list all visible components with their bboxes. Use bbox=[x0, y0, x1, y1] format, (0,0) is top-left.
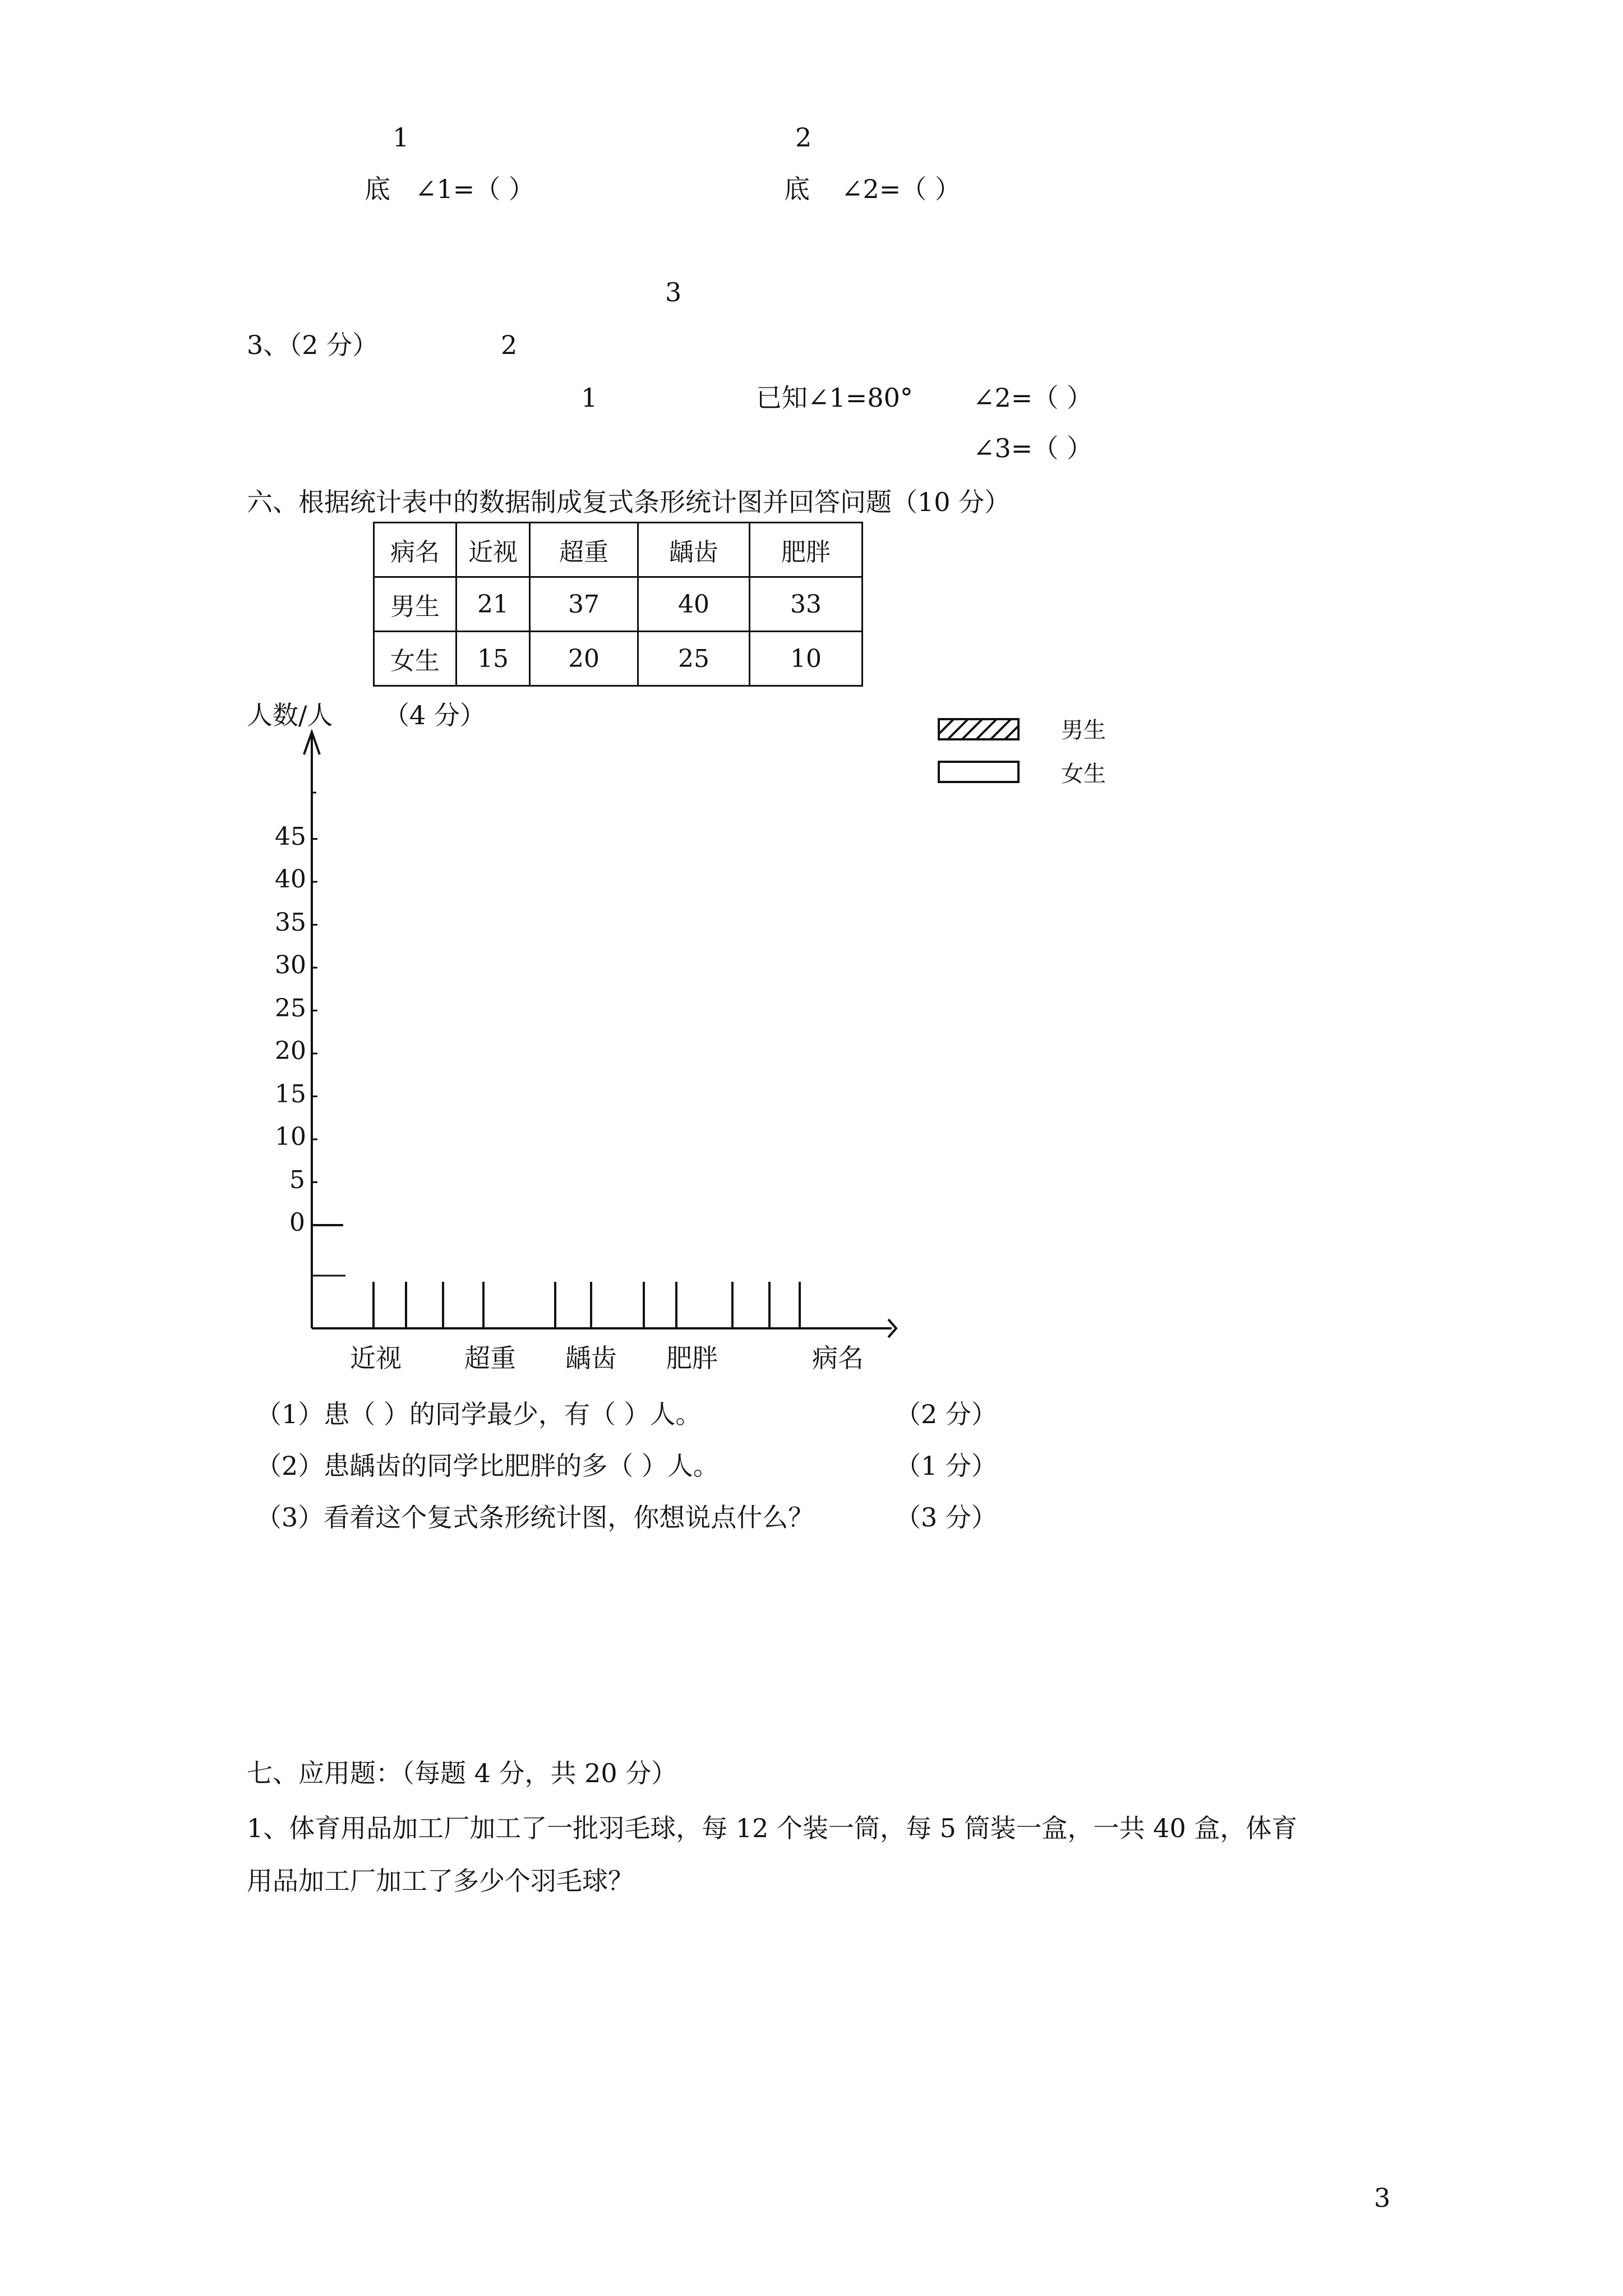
y-axis-tick-label: 20 bbox=[275, 1037, 306, 1065]
q3-figure-label-2: 2 bbox=[501, 330, 518, 360]
table-header-cell: 超重 bbox=[530, 523, 638, 577]
question-6-2: （2）患龋齿的同学比肥胖的多（ ）人。 bbox=[256, 1451, 719, 1481]
table-cell: 男生 bbox=[374, 577, 457, 632]
y-axis-tick-label: 15 bbox=[275, 1079, 306, 1108]
table-cell: 15 bbox=[457, 632, 530, 686]
legend-boys-label: 男生 bbox=[1061, 717, 1106, 743]
question-7-1-line1: 1、体育用品加工厂加工了一批羽毛球，每 12 个装一筒，每 5 筒装一盒，一共 40 盒，体育 bbox=[247, 1813, 1298, 1843]
y-axis-tick-label: 35 bbox=[275, 908, 306, 937]
chart-y-axis-caption: 人数/人 bbox=[247, 700, 333, 730]
y-axis-tick-label: 45 bbox=[275, 822, 306, 851]
table-header-cell: 近视 bbox=[457, 523, 530, 577]
figure-label-3: 3 bbox=[665, 277, 682, 307]
x-axis-category-label: 龋齿 bbox=[565, 1343, 617, 1373]
base-label-2: 底 bbox=[784, 174, 810, 204]
y-axis-tick-label: 10 bbox=[275, 1122, 306, 1151]
x-axis-title: 病名 bbox=[812, 1343, 864, 1373]
question-6-3: （3）看着这个复式条形统计图，你想说点什么？ bbox=[256, 1502, 814, 1533]
table-cell: 25 bbox=[638, 632, 750, 686]
legend-girls-label: 女生 bbox=[1061, 761, 1106, 787]
angle2-q3-answer-blank[interactable]: ∠2=（ ） bbox=[973, 383, 1092, 413]
angle1-answer-blank[interactable]: ∠1=（ ） bbox=[415, 174, 534, 204]
x-axis-category-label: 近视 bbox=[350, 1343, 402, 1373]
table-header-cell: 病名 bbox=[374, 523, 457, 577]
question-7-1-line2: 用品加工厂加工了多少个羽毛球？ bbox=[247, 1866, 634, 1896]
base-label-1: 底 bbox=[365, 174, 390, 204]
question-3-title: 3、（2 分） bbox=[247, 330, 379, 360]
question-6-2-points: （1 分） bbox=[895, 1451, 997, 1481]
chart-points: （4 分） bbox=[384, 700, 486, 730]
section-6-heading: 六、根据统计表中的数据制成复式条形统计图并回答问题（10 分） bbox=[247, 487, 1011, 517]
y-axis-tick-label: 40 bbox=[275, 865, 306, 894]
y-axis-tick-label: 30 bbox=[275, 951, 306, 979]
table-cell: 女生 bbox=[374, 632, 457, 686]
table-header-cell: 龋齿 bbox=[638, 523, 750, 577]
question-6-3-points: （3 分） bbox=[895, 1502, 997, 1533]
y-axis-tick-label: 0 bbox=[289, 1208, 305, 1237]
section-7-heading: 七、应用题：（每题 4 分，共 20 分） bbox=[247, 1758, 677, 1788]
table-header-cell: 肥胖 bbox=[750, 523, 863, 577]
page-number: 3 bbox=[1374, 2183, 1391, 2213]
question-6-1: （1）患（ ）的同学最少，有（ ）人。 bbox=[256, 1399, 702, 1429]
y-axis-tick-label: 25 bbox=[275, 993, 306, 1023]
angle2-answer-blank[interactable]: ∠2=（ ） bbox=[841, 174, 961, 204]
y-axis-tick-label: 5 bbox=[289, 1165, 305, 1194]
table-cell: 37 bbox=[530, 577, 638, 632]
table-cell: 33 bbox=[750, 577, 863, 632]
figure-label-1: 1 bbox=[393, 122, 409, 153]
x-axis-category-label: 肥胖 bbox=[666, 1343, 718, 1373]
table-cell: 21 bbox=[457, 577, 530, 632]
x-axis-category-label: 超重 bbox=[464, 1343, 516, 1373]
figure-label-2: 2 bbox=[795, 122, 812, 153]
table-cell: 10 bbox=[750, 632, 863, 686]
table-cell: 20 bbox=[530, 632, 638, 686]
given-angle-text: 已知∠1=80° bbox=[756, 383, 913, 413]
angle3-q3-answer-blank[interactable]: ∠3=（ ） bbox=[973, 433, 1092, 463]
table-cell: 40 bbox=[638, 577, 750, 632]
q3-figure-label-1: 1 bbox=[581, 383, 598, 413]
question-6-1-points: （2 分） bbox=[895, 1399, 997, 1429]
